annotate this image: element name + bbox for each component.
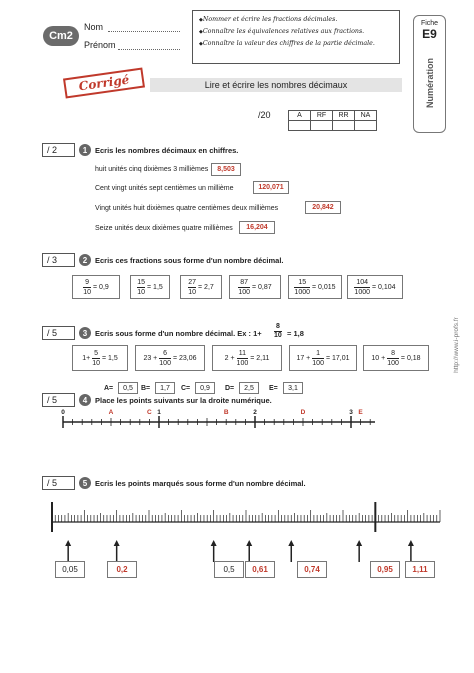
fraction-numerator: 8 — [391, 349, 396, 357]
ruler-ex5 — [40, 500, 450, 570]
ex3-sum-box — [72, 345, 128, 371]
number-line-ex4 — [55, 406, 375, 436]
ex5-number: 5 — [79, 477, 91, 489]
ex3-example-result: = 1,8 — [287, 329, 304, 338]
ex5-answer-box[interactable]: 0,95 — [370, 561, 400, 578]
nom-label: Nom — [84, 22, 104, 32]
ex3-sum-box — [212, 345, 282, 371]
fraction-denominator: 10 — [92, 359, 100, 367]
fraction-numerator: 87 — [240, 278, 249, 286]
fraction-numerator: 1 — [316, 349, 321, 357]
ex5-answer-box[interactable]: 0,74 — [297, 561, 327, 578]
fraction-numerator: 15 — [137, 278, 146, 286]
ex1-line: Vingt unités huit dixièmes quatre centièmes deux millièmes — [95, 205, 279, 212]
objective-item: ◆ Connaître la valeur des chiffres de la partie décimale. — [199, 38, 393, 50]
number-line-int-label: 2 — [253, 409, 257, 416]
sum-result[interactable]: = 0,18 — [400, 354, 421, 362]
ex1-score: / 2 — [42, 143, 75, 157]
ex5-answer-box[interactable]: 0,61 — [245, 561, 275, 578]
fiche-label: Fiche — [420, 20, 439, 27]
score-col: RF — [311, 111, 333, 121]
ex2-fraction-box — [72, 275, 120, 299]
point-label: E= — [269, 385, 278, 392]
fraction-denominator: 100 — [159, 359, 171, 367]
fraction-result[interactable]: = 2,7 — [198, 283, 214, 291]
ex5-title: Ecris les points marqués sous forme d'un nombre décimal. — [95, 479, 306, 488]
ex1-line: Seize unités deux dixièmes quatre millièmes — [95, 225, 233, 232]
point-value: 0,5 — [118, 382, 138, 394]
sum-integer: 23 + — [143, 354, 158, 362]
ex3-title: Ecris sous forme d'un nombre décimal. Ex : 1+ — [95, 329, 262, 338]
fraction-denominator: 100 — [236, 359, 249, 367]
ex2-number: 2 — [79, 254, 91, 266]
ex2-title: Ecris ces fractions sous forme d'un nombre décimal. — [95, 256, 284, 265]
point-label: C= — [181, 385, 191, 392]
fraction-numerator: 104 — [356, 278, 369, 286]
number-line-int-label: 1 — [157, 409, 161, 416]
page-title: Lire et écrire les nombres décimaux — [150, 78, 402, 92]
ruler-arrow-head — [211, 540, 217, 546]
number-line-point-label: B — [223, 409, 229, 416]
fraction-numerator: 15 — [298, 278, 307, 286]
fraction-denominator: 100 — [238, 288, 250, 296]
ex1-number: 1 — [79, 144, 91, 156]
ruler-arrow-head — [246, 540, 252, 546]
nom-field[interactable] — [108, 22, 180, 32]
fraction-numerator: 9 — [85, 278, 90, 286]
score-cell[interactable] — [311, 121, 333, 131]
ex1-answer[interactable]: 8,503 — [211, 163, 241, 176]
site-url: http://www.i-profs.fr — [452, 317, 460, 373]
ex2-fraction-box — [347, 275, 403, 299]
objective-item: ◆ Nommer et écrire les fractions décimales. — [199, 14, 393, 26]
subject-label: Numération — [425, 58, 435, 109]
ex2-fraction-box — [180, 275, 222, 299]
ex4-score: / 5 — [42, 393, 75, 407]
ex1-line: Cent vingt unités sept centièmes un millième — [95, 185, 234, 192]
fraction-result[interactable]: = 1,5 — [147, 283, 163, 291]
fraction-denominator: 100 — [312, 359, 324, 367]
ex1-title: Ecris les nombres décimaux en chiffres. — [95, 146, 239, 155]
ex4-number: 4 — [79, 394, 91, 406]
fraction-denominator: 10 — [137, 288, 146, 296]
fraction-result[interactable]: = 0,015 — [312, 283, 336, 291]
point-value: 3,1 — [283, 382, 303, 394]
fraction-numerator: 5 — [94, 349, 99, 357]
ex4-title: Place les points suivants sur la droite numérique. — [95, 396, 272, 405]
sum-integer: 2 + — [224, 354, 235, 362]
fraction-result[interactable]: = 0,104 — [372, 283, 396, 291]
sum-integer: 10 + — [371, 354, 386, 362]
sum-integer: 17 + — [296, 354, 311, 362]
ex2-score: / 3 — [42, 253, 75, 267]
ex5-answer-box[interactable]: 0,05 — [55, 561, 85, 578]
ruler-arrow-head — [114, 540, 120, 546]
point-value: 1,7 — [155, 382, 175, 394]
number-line-int-label: 3 — [349, 409, 353, 416]
ex5-answer-box[interactable]: 0,5 — [214, 561, 244, 578]
ex1-answer[interactable]: 20,842 — [305, 201, 341, 214]
ex5-answer-box[interactable]: 1,11 — [405, 561, 435, 578]
ruler-arrow-head — [288, 540, 294, 546]
point-label: D= — [225, 385, 235, 392]
ex1-answer[interactable]: 120,071 — [253, 181, 289, 194]
corrige-stamp: Corrigé — [63, 68, 145, 99]
ex3-score: / 5 — [42, 326, 75, 340]
ex1-line: huit unités cinq dixièmes 3 millièmes — [95, 166, 209, 173]
ex5-score: / 5 — [42, 476, 75, 490]
score-cell[interactable] — [355, 121, 377, 131]
fraction-denominator: 10 — [188, 288, 197, 296]
point-label: B= — [141, 385, 151, 392]
sum-result[interactable]: = 17,01 — [325, 354, 350, 362]
number-line-point-label: C — [147, 409, 152, 416]
point-label: A= — [104, 385, 114, 392]
number-line-int-label: 0 — [61, 409, 65, 416]
fraction-denominator: 100 — [387, 359, 399, 367]
sum-integer: 1+ — [82, 354, 91, 362]
ex5-answer-box[interactable]: 0,2 — [107, 561, 137, 578]
score-cell[interactable] — [333, 121, 355, 131]
fraction-numerator: 27 — [188, 278, 197, 286]
point-value: 0,9 — [195, 382, 215, 394]
prenom-field[interactable] — [118, 40, 180, 50]
level-badge: Cm2 — [43, 26, 79, 46]
sum-result[interactable]: = 1,5 — [102, 354, 118, 362]
score-cell[interactable] — [289, 121, 311, 131]
number-line-point-label: E — [358, 409, 363, 416]
ex2-fraction-box — [229, 275, 281, 299]
ex3-example-fraction: 8 10 — [274, 323, 282, 339]
fraction-numerator: 6 — [163, 349, 168, 357]
sum-result[interactable]: = 23,06 — [172, 354, 197, 362]
sum-result[interactable]: = 2,11 — [250, 354, 270, 362]
score-col: RR — [333, 111, 355, 121]
ex3-sum-box — [289, 345, 357, 371]
fraction-result[interactable]: = 0,9 — [93, 283, 109, 291]
number-line-point-label: D — [300, 409, 306, 416]
ex3-number: 3 — [79, 327, 91, 339]
fraction-numerator: 11 — [238, 349, 247, 357]
number-line-point-label: A — [108, 409, 114, 416]
prenom-label: Prénom — [84, 40, 116, 50]
ex3-sum-box — [363, 345, 429, 371]
point-value: 2,5 — [239, 382, 259, 394]
objectives-box — [192, 10, 400, 64]
fraction-result[interactable]: = 0,87 — [252, 283, 272, 291]
ex3-sum-box — [135, 345, 205, 371]
ex2-fraction-box — [288, 275, 342, 299]
fraction-denominator: 1000 — [294, 288, 310, 296]
total-score: /20 — [258, 110, 271, 120]
score-col: A — [289, 111, 311, 121]
fraction-denominator: 10 — [83, 288, 92, 296]
fiche-code: E9 — [422, 27, 437, 41]
score-table — [288, 110, 377, 131]
score-col: NA — [355, 111, 377, 121]
fiche-tab — [413, 15, 446, 133]
ex1-answer[interactable]: 16,204 — [239, 221, 275, 234]
ex2-fraction-box — [130, 275, 170, 299]
ruler-arrow-head — [356, 540, 362, 546]
ruler-arrow-head — [408, 540, 414, 546]
fraction-denominator: 1000 — [354, 288, 370, 296]
objective-item: ◆ Connaître les équivalences relatives aux fractions. — [199, 26, 393, 38]
ruler-arrow-head — [65, 540, 71, 546]
